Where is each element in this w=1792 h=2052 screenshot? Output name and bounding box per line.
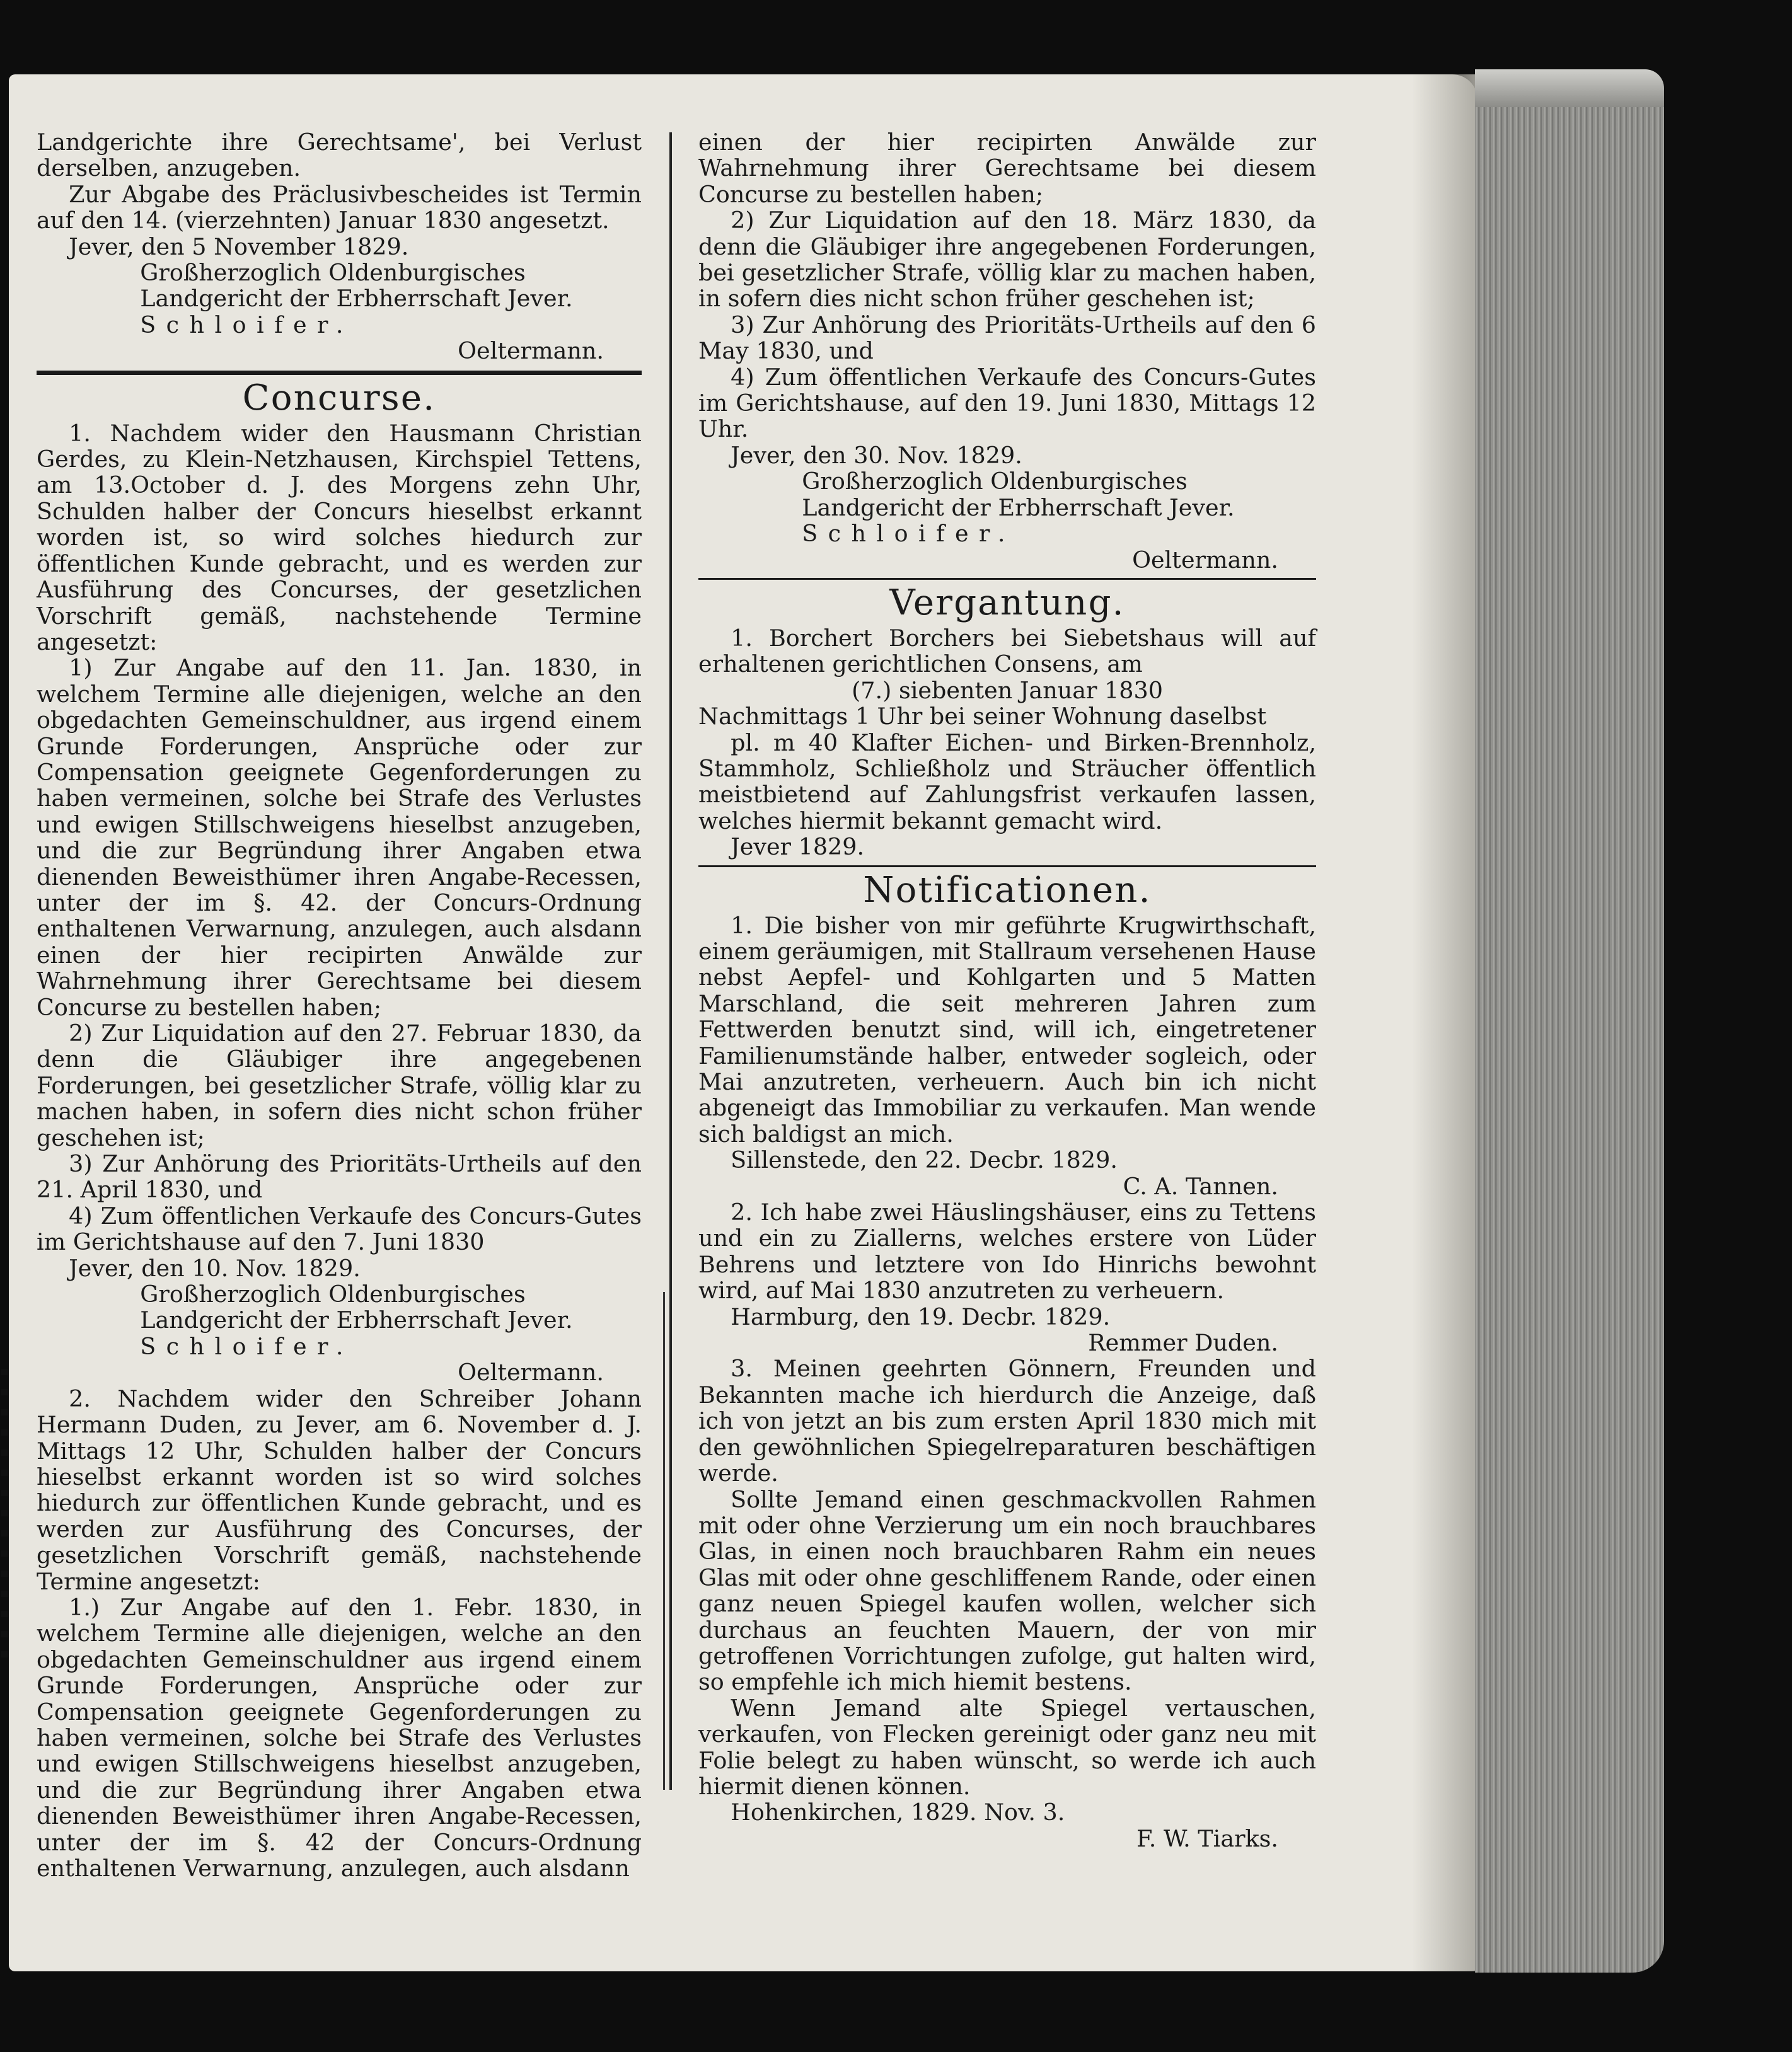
section-heading-concurse: Concurse. xyxy=(242,377,436,418)
court-name: Großherzoglich Oldenburgisches Landgericht der Erbherrschaft Jever. xyxy=(802,468,1235,521)
section-rule xyxy=(698,865,1316,867)
notice-paragraph: 2. Nachdem wider den Schreiber Johann Hermann Duden, zu Jever, am 6. November d. J. Mittags 12 Uhr, Schulden halber der Concurs hieselbst erkannt worden ist so wird solches hiedurch zur öffentlichen Kunde gebracht, und es werden zur Ausführung des Concurses, der gesetzlichen Vorschrift gemäß, nachstehende Termine angesetzt: xyxy=(37,1385,642,1595)
notice-paragraph: 3) Zur Anhörung des Prioritäts-Urtheils auf den 21. April 1830, und xyxy=(37,1150,642,1204)
right-column xyxy=(698,129,1316,1852)
place-date: Jever 1829. xyxy=(731,833,865,861)
left-column xyxy=(37,129,642,1881)
notice-paragraph: 2. Ich habe zwei Häuslingshäuser, eins zu Tettens und ein zu Ziallerns, welches erstere von Lüder Behrens und letztere von Ido Hinrichs bewohnt wird, auf Mai 1830 anzutreten zu verheuern. xyxy=(698,1199,1316,1305)
signature: C. A. Tannen. xyxy=(1123,1172,1278,1200)
section-rule xyxy=(37,371,642,375)
signature: Schloifer. xyxy=(140,1332,354,1360)
court-name: Großherzoglich Oldenburgisches Landgericht der Erbherrschaft Jever. xyxy=(140,259,573,313)
section-rule xyxy=(698,578,1316,580)
notice-paragraph: 4) Zum öffentlichen Verkaufe des Concurs-Gutes im Gerichtshause auf den 7. Juni 1830 xyxy=(37,1202,642,1256)
book-page-edges xyxy=(1475,76,1664,1973)
place-date: Jever, den 10. Nov. 1829. xyxy=(69,1254,361,1282)
notice-paragraph: 2) Zur Liquidation auf den 27. Februar 1830, da denn die Gläubiger ihre angegebenen Forderungen, bei gesetzlicher Strafe, völlig klar zu machen haben, in sofern dies nicht schon früher geschehen ist; xyxy=(37,1020,642,1151)
notice-paragraph: 4) Zum öffentlichen Verkaufe des Concurs-Gutes im Gerichtshause, auf den 19. Juni 1830, Mittags 12 Uhr. xyxy=(698,363,1316,443)
place-date: Sillenstede, den 22. Decbr. 1829. xyxy=(731,1146,1118,1174)
signature: Oeltermann. xyxy=(458,1359,604,1386)
page-gutter-shade xyxy=(1412,74,1475,1971)
notice-paragraph: pl. m 40 Klafter Eichen- und Birken-Brennholz, Stammholz, Schließholz und Sträucher öffentlich meistbietend auf Zahlungsfrist verkaufen lassen, welches hiermit bekannt gemacht wird. xyxy=(698,729,1316,834)
section-heading-vergantung: Vergantung. xyxy=(889,582,1125,623)
auction-date: (7.) siebenten Januar 1830 xyxy=(852,676,1163,704)
place-date: Jever, den 5 November 1829. xyxy=(69,233,409,260)
notice-paragraph: 1. Die bisher von mir geführte Krugwirthschaft, einem geräumigen, mit Stallraum versehenen Hause nebst Aepfel- und Kohlgarten und 5 Matten Marschland, die seit mehreren Jahren zum Fettwerden benutzt sind, will ich, eingetretener Familienumstände halber, entweder sogleich, oder Mai anzutreten, verheuern. Auch bin ich nicht abgeneigt das Immobiliar zu verkaufen. Man wende sich baldigst an mich. xyxy=(698,911,1316,1148)
book-top-edge xyxy=(1475,69,1664,107)
notice-paragraph: 3) Zur Anhörung des Prioritäts-Urtheils auf den 6 May 1830, und xyxy=(698,311,1316,365)
signature: Oeltermann. xyxy=(1132,546,1278,574)
court-name: Großherzoglich Oldenburgisches Landgericht der Erbherrschaft Jever. xyxy=(140,1281,573,1334)
signature: Schloifer. xyxy=(802,520,1015,548)
notice-paragraph: Wenn Jemand alte Spiegel vertauschen, verkaufen, von Flecken gereinigt oder ganz neu mit Folie belegt zu haben wünscht, so werde ich auch hiermit dienen können. xyxy=(698,1694,1316,1800)
previous-page-sliver xyxy=(0,1355,9,1796)
notice-paragraph: 1.) Zur Angabe auf den 1. Febr. 1830, in welchem Termine alle diejenigen, welche an den obgedachten Gemeinschuldner aus irgend einem Grunde Forderungen, Ansprüche oder zur Compensation geeignete Gegenforderungen zu haben vermeinen, solche bei Strafe des Verlustes und ewigen Stillschweigens hieselbst anzugeben, und die zur Begründung ihrer Angaben etwa dienenden Beweisthümer ihren Angabe-Recessen, unter der im §. 42 der Concurs-Ordnung enthaltenen Verwarnung, anzulegen, auch alsdann xyxy=(37,1593,642,1882)
signature: F. W. Tiarks. xyxy=(1136,1824,1278,1852)
notice-paragraph: 1) Zur Angabe auf den 11. Jan. 1830, in welchem Termine alle diejenigen, welche an den obgedachten Gemeinschuldner, aus irgend einem Grunde Forderungen, Ansprüche oder zur Compensation geeignete Gegenforderungen zu haben vermeinen, solche bei Strafe des Verlustes und ewigen Stillschweigens hieselbst anzugeben, und die zur Begründung ihrer Angaben etwa dienenden Beweisthümer ihren Angabe-Recessen, unter der im §. 42. der Concurs-Ordnung enthaltenen Verwarnung, anzulegen, auch alsdann einen der hier recipirten Anwälde zur Wahrnehmung ihrer Gerechtsame bei diesem Concurse zu bestellen haben; xyxy=(37,654,642,1021)
column-divider-double xyxy=(663,1292,665,1790)
notice-paragraph: 1. Nachdem wider den Hausmann Christian Gerdes, zu Klein-Netzhausen, Kirchspiel Tettens, am 13.October d. J. des Morgens zehn Uhr, Schulden halber der Concurs hieselbst erkannt worden ist, so wird solches hiedurch zur öffentlichen Kunde gebracht, und es werden zur Ausführung des Concurses, der gesetzlichen Vorschrift gemäß, nachstehende Termine angesetzt: xyxy=(37,419,642,655)
column-divider xyxy=(669,132,672,1790)
section-heading-notificationen: Notificationen. xyxy=(863,869,1152,911)
intro-paragraph: Landgerichte ihre Gerechtsame', bei Verlust derselben, anzugeben. xyxy=(37,129,642,182)
place-date: Jever, den 30. Nov. 1829. xyxy=(731,441,1022,469)
signature: Oeltermann. xyxy=(458,337,604,365)
signature: Schloifer. xyxy=(140,311,354,338)
intro-paragraph: Zur Abgabe des Präclusivbescheides ist Termin auf den 14. (vierzehnten) Januar 1830 angesetzt. xyxy=(37,180,642,234)
place-date: Hohenkirchen, 1829. Nov. 3. xyxy=(731,1799,1065,1826)
notice-paragraph: 3. Meinen geehrten Gönnern, Freunden und Bekannten mache ich hierdurch die Anzeige, daß ich von jetzt an bis zum ersten April 1830 mich mit den gewöhnlichen Spiegelreparaturen beschäftigen werde. xyxy=(698,1355,1316,1487)
place-date: Harmburg, den 19. Decbr. 1829. xyxy=(731,1303,1111,1330)
notice-paragraph: 1. Borchert Borchers bei Siebetshaus will auf erhaltenen gerichtlichen Consens, am xyxy=(698,624,1316,678)
signature: Remmer Duden. xyxy=(1088,1329,1278,1357)
notice-paragraph: Sollte Jemand einen geschmackvollen Rahmen mit oder ohne Verzierung um ein noch brauchbares Glas, in einen noch brauchbaren Rahm ein neues Glas mit oder ohne geschliffenem Rande, oder einen ganz neuen Spiegel kaufen wollen, welcher sich durchaus an feuchten Mauern, der von mir getroffenen Vorrichtungen zufolge, gut halten wird, so empfehle ich mich hiemit bestens. xyxy=(698,1485,1316,1696)
notice-paragraph: 2) Zur Liquidation auf den 18. März 1830, da denn die Gläubiger ihre angegebenen Forderungen, bei gesetzlicher Strafe, völlig klar zu machen haben, in sofern dies nicht schon früher geschehen ist; xyxy=(698,207,1316,313)
notice-paragraph: einen der hier recipirten Anwälde zur Wahrnehmung ihrer Gerechtsame bei diesem Concurse zu bestellen haben; xyxy=(698,129,1316,208)
auction-time: Nachmittags 1 Uhr bei seiner Wohnung daselbst xyxy=(698,703,1267,730)
